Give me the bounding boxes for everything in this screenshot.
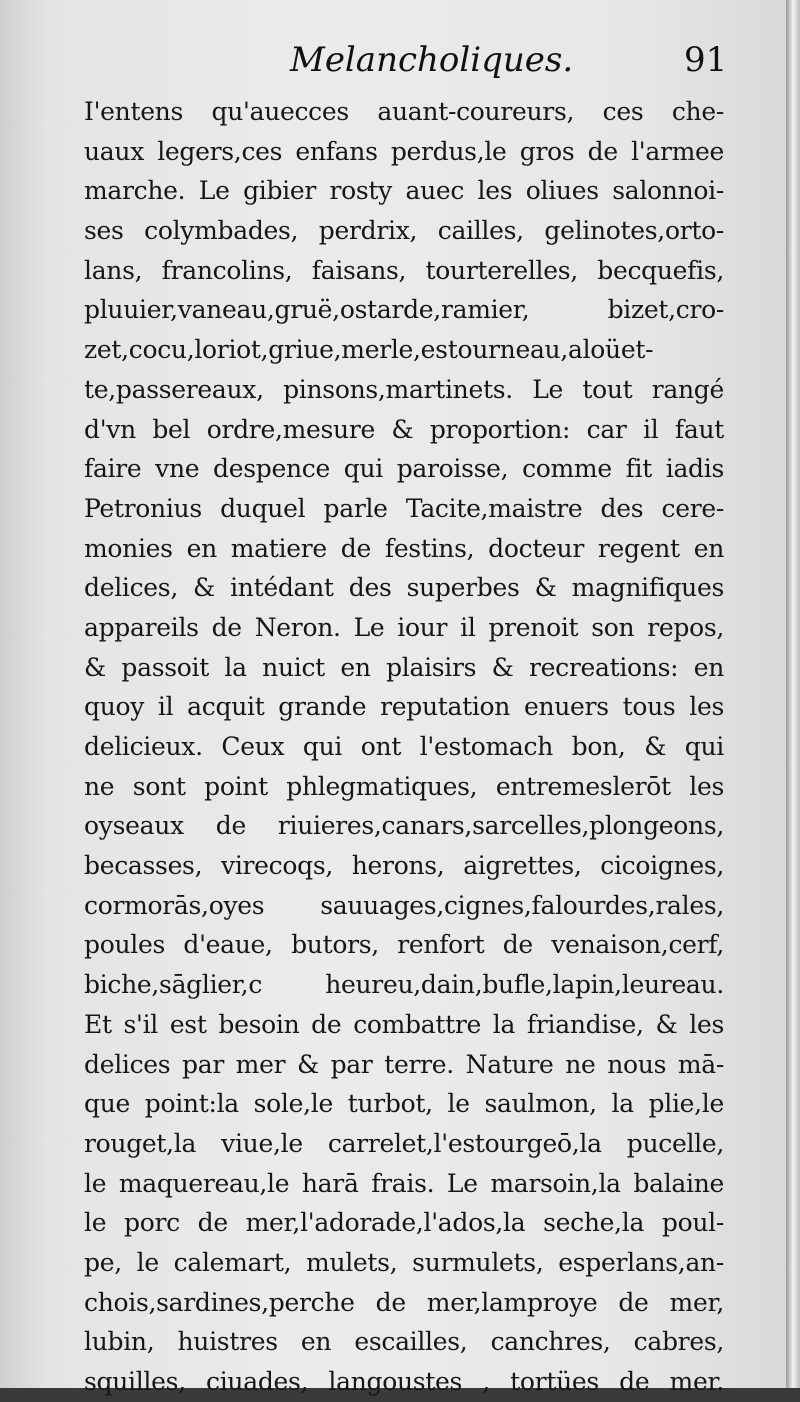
text-line: quoy il acquit grande reputation enuers tous les <box>84 692 724 722</box>
text-line: lans, francolins, faisans, tourterelles, becquefis, <box>84 255 724 285</box>
page-edge <box>786 0 800 1388</box>
text-line: faire vne despence qui paroisse, comme fit iadis <box>84 454 724 484</box>
text-line: oyseaux de riuieres,canars,sarcelles,plongeons, <box>84 811 724 841</box>
text-line: Et s'il est besoin de combattre la friandise, & les <box>84 1009 724 1039</box>
body-text <box>84 92 724 1402</box>
text-line: que point:la sole,le turbot, le saulmon, la plie,le <box>84 1089 724 1119</box>
text-line: & passoit la nuict en plaisirs & recreations: en <box>84 652 724 682</box>
text-line: delices par mer & par terre. Nature ne nous mā- <box>84 1049 724 1079</box>
text-line: becasses, virecoqs, herons, aigrettes, cicoignes, <box>84 851 724 881</box>
text-line: biche,sāglier,c heureu,dain,bufle,lapin,leureau. <box>84 970 724 1000</box>
text-line: marche. Le gibier rosty auec les oliues salonnoi- <box>84 176 724 206</box>
text-line: d'vn bel ordre,mesure & proportion: car il faut <box>84 414 724 444</box>
text-line: ne sont point phlegmatiques, entremeslerōt les <box>84 771 724 801</box>
text-line: rouget,la viue,le carrelet,l'estourgeō,la pucelle, <box>84 1128 724 1158</box>
running-head: Melancholiques. <box>290 40 574 80</box>
text-line: squilles, ciuades, langoustes , tortües de mer. <box>84 1367 724 1396</box>
text-line: delices, & intédant des superbes & magnifiques <box>84 573 724 603</box>
text-line: pe, le calemart, mulets, surmulets, esperlans,an- <box>84 1247 724 1277</box>
text-line: monies en matiere de festins, docteur regent en <box>84 533 724 563</box>
text-line: uaux legers,ces enfans perdus,le gros de l'armee <box>84 136 724 166</box>
text-line: poules d'eaue, butors, renfort de venaison,cerf, <box>84 930 724 960</box>
text-line: cormorās,oyes sauuages,cignes,falourdes,rales, <box>84 890 724 920</box>
text-line: le porc de mer,l'adorade,l'ados,la seche,la poul- <box>84 1208 724 1238</box>
text-line: te,passereaux, pinsons,martinets. Le tout rangé <box>84 374 724 404</box>
text-line: chois,sardines,perche de mer,lamproye de mer, <box>84 1287 724 1317</box>
text-line: Petronius duquel parle Tacite,maistre des cere- <box>84 493 724 523</box>
page-header <box>0 40 786 90</box>
text-line: zet,cocu,loriot,griue,merle,estourneau,aloüet- <box>84 335 654 365</box>
text-line: I'entens qu'auecces auant-coureurs, ces che- <box>84 97 724 126</box>
text-line: le maquereau,le harā frais. Le marsoin,la balaine <box>84 1168 724 1198</box>
text-line: ses colymbades, perdrix, cailles, gelinotes,orto- <box>84 216 724 246</box>
text-line: appareils de Neron. Le iour il prenoit son repos, <box>84 612 724 642</box>
text-line: delicieux. Ceux qui ont l'estomach bon, & qui <box>84 732 724 761</box>
text-line: pluuier,vaneau,gruë,ostarde,ramier, bizet,cro- <box>84 295 724 325</box>
page-number: 91 <box>684 40 728 80</box>
text-line: lubin, huistres en escailles, canchres, cabres, <box>84 1327 724 1357</box>
